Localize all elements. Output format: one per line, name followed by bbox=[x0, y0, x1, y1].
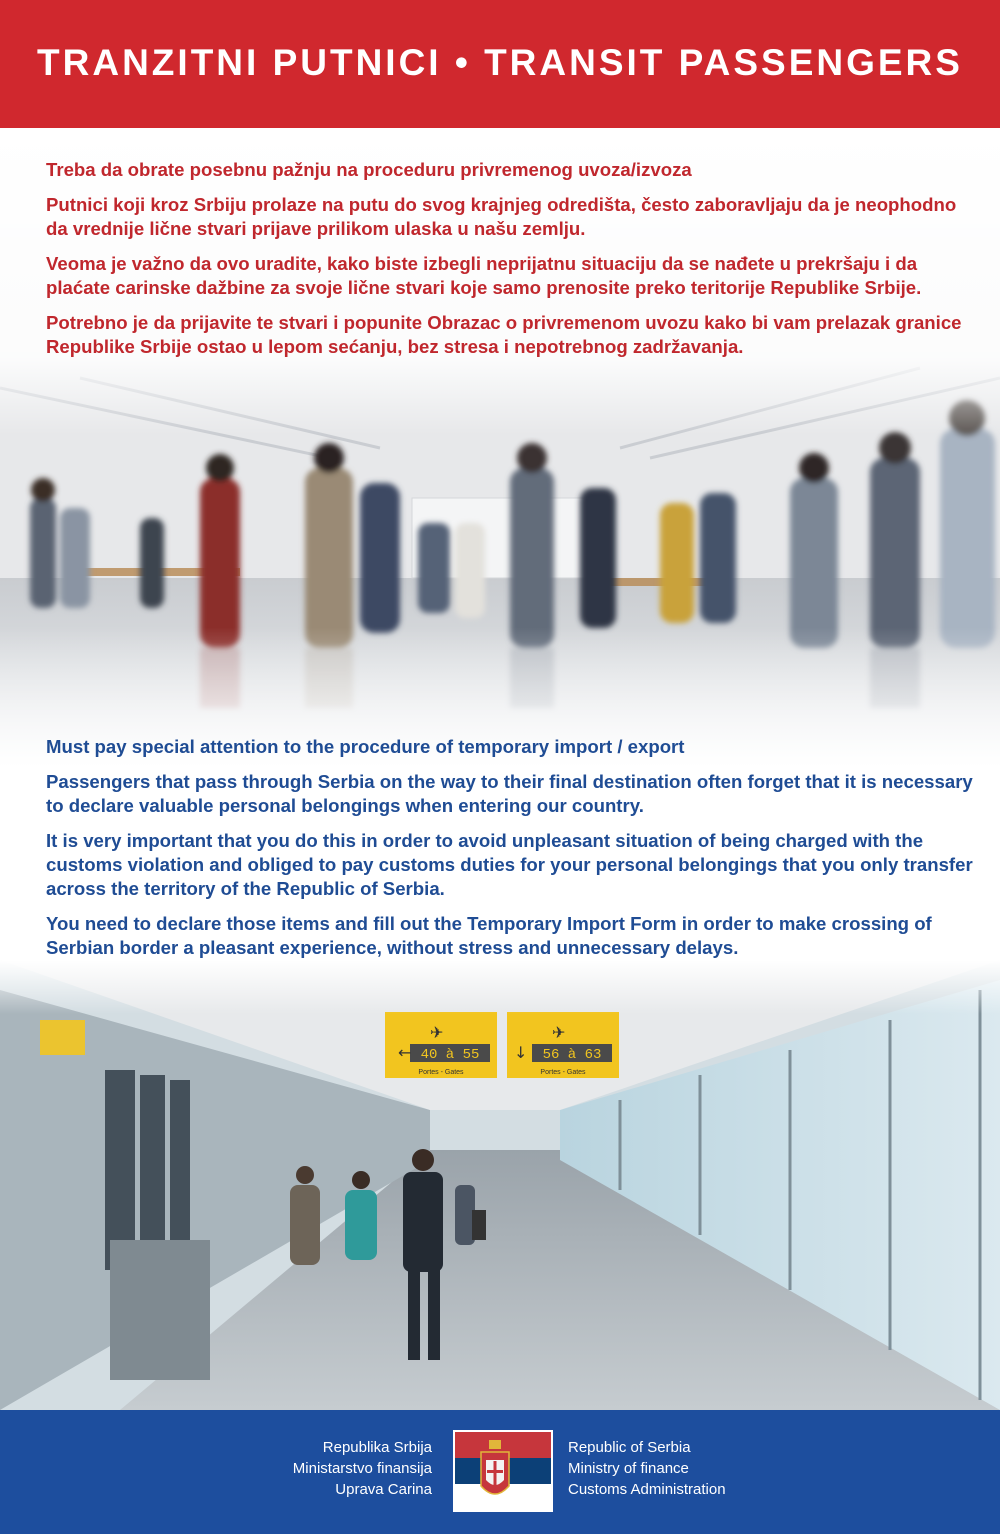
coat-of-arms-icon bbox=[479, 1440, 511, 1502]
serbian-intro: Treba da obrate posebnu pažnju na proceduru privremenog uvoza/izvoza bbox=[46, 159, 692, 180]
footer-right-line: Ministry of finance bbox=[568, 1460, 689, 1477]
serbian-flag bbox=[453, 1430, 553, 1512]
serbian-paragraph-3: Potrebno je da prijavite te stvari i popunite Obrazac o privremenom uvozu kako bi vam prelazak granice Republike Srbije ostao u lepom sećanju, bez stresa i nepotrebnog zadržavanja. bbox=[46, 312, 962, 357]
footer-right-line: Republic of Serbia bbox=[568, 1439, 691, 1456]
header-banner bbox=[0, 0, 1000, 128]
airport-corridor-photo bbox=[0, 960, 1000, 1410]
serbian-paragraph-1: Putnici koji kroz Srbiju prolaze na putu do svog krajnjeg odredišta, često zaboravljaju da je neophodno da vrednije lične stvari prijave prilikom ulaska u našu zemlju. bbox=[46, 194, 957, 239]
english-paragraph-2: It is very important that you do this in order to avoid unpleasant situation of being charged with the customs violation and obliged to pay customs duties for your personal belongings that you only transfer across the territory of the Republic of Serbia. bbox=[46, 830, 973, 899]
footer-bar bbox=[0, 1410, 1000, 1534]
english-paragraph-1: Passengers that pass through Serbia on the way to their final destination often forget that it is necessary to declare valuable personal belongings when entering our country. bbox=[46, 771, 973, 816]
serbian-text-block bbox=[46, 158, 976, 370]
footer-left-line: Uprava Carina bbox=[335, 1481, 432, 1498]
english-intro: Must pay special attention to the procedure of temporary import / export bbox=[46, 736, 685, 757]
page-title: TRANZITNI PUTNICI • TRANSIT PASSENGERS bbox=[37, 42, 963, 83]
footer-right-line: Customs Administration bbox=[568, 1481, 726, 1498]
footer-serbian-institution bbox=[293, 1437, 432, 1500]
english-paragraph-3: You need to declare those items and fill out the Temporary Import Form in order to make crossing of Serbian border a pleasant experience, without stress and unnecessary delays. bbox=[46, 913, 932, 958]
footer-left-line: Republika Srbija bbox=[322, 1439, 432, 1456]
english-text-block bbox=[46, 735, 976, 971]
serbian-paragraph-2: Veoma je važno da ovo uradite, kako biste izbegli neprijatnu situaciju da se nađete u prekršaju i da plaćate carinske dažbine za svoje lične stvari koje samo prenosite preko teritorije Republike Srbije. bbox=[46, 253, 922, 298]
footer-english-institution bbox=[568, 1437, 726, 1500]
footer-left-line: Ministarstvo finansija bbox=[292, 1460, 432, 1477]
